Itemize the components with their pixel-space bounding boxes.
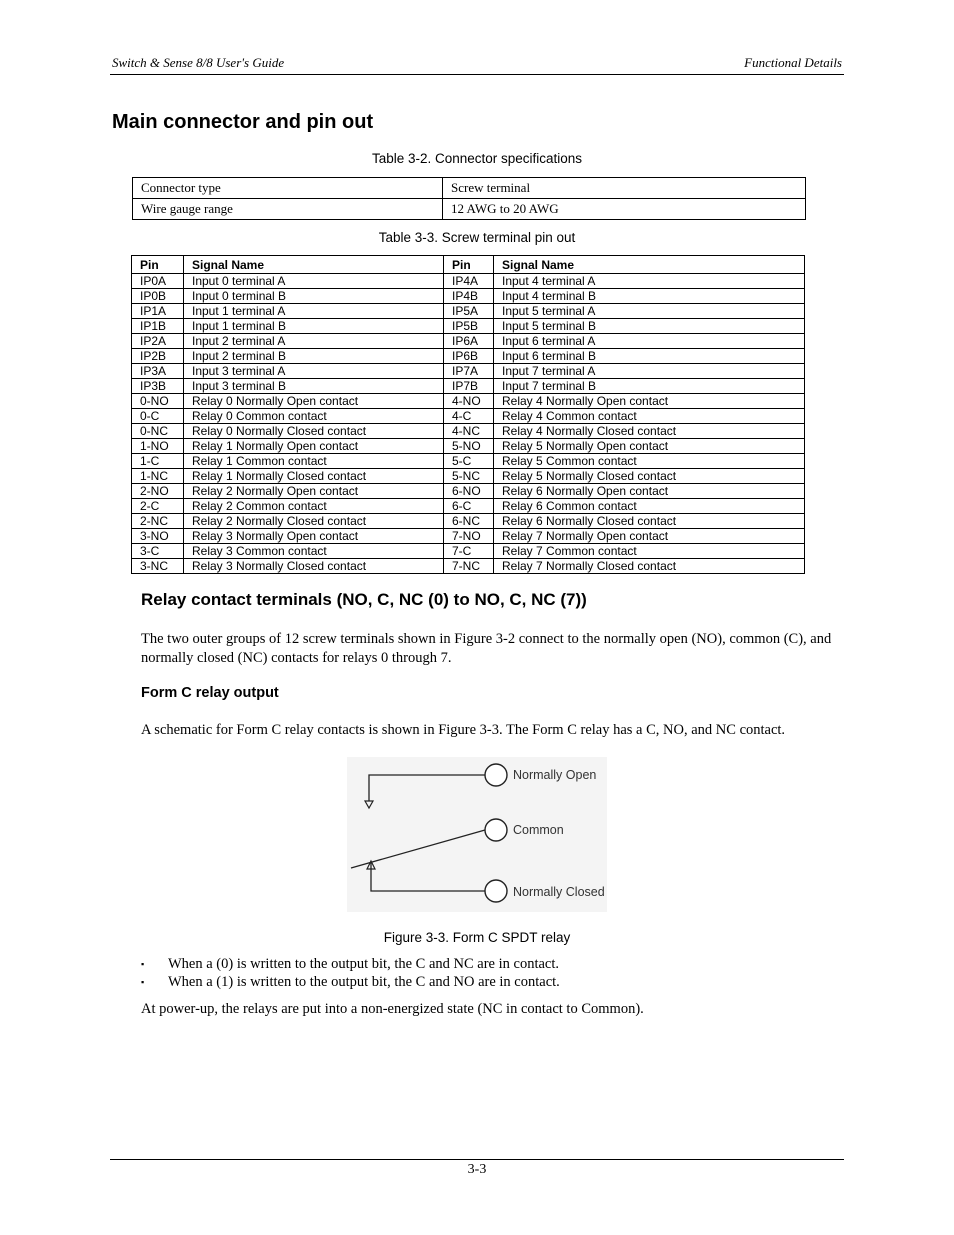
pin-cell: IP7B [444,379,494,394]
table2-caption: Table 3-3. Screw terminal pin out [378,230,576,245]
section-title: Main connector and pin out [112,111,374,133]
signal-name-cell: Relay 5 Normally Open contact [494,439,805,454]
table-cell: Connector type [133,178,443,199]
figure-caption: Figure 3-3. Form C SPDT relay [383,930,571,945]
pin-cell: 0-C [132,409,184,424]
signal-name-cell: Relay 7 Normally Open contact [494,529,805,544]
table-row [132,379,805,394]
pin-cell: IP4A [444,274,494,289]
pin-cell: 7-C [444,544,494,559]
signal-name-cell: Relay 6 Normally Closed contact [494,514,805,529]
table-row [132,394,805,409]
signal-name-cell: Relay 3 Normally Closed contact [184,559,444,574]
pin-cell: 5-NO [444,439,494,454]
table-row [132,274,805,289]
signal-name-cell: Input 5 terminal A [494,304,805,319]
table-row [132,364,805,379]
common-label: Common [513,823,564,837]
pin-cell: 1-C [132,454,184,469]
table-row [132,559,805,574]
table-row [132,454,805,469]
pin-cell: 2-NO [132,484,184,499]
signal-name-cell: Input 7 terminal B [494,379,805,394]
signal-name-cell: Relay 1 Normally Open contact [184,439,444,454]
running-header-section: Functional Details [744,55,842,70]
pin-cell: 5-NC [444,469,494,484]
header-rule [110,74,844,75]
pin-cell: 4-NO [444,394,494,409]
signal-name-cell: Input 4 terminal B [494,289,805,304]
pin-cell: IP7A [444,364,494,379]
power-up-paragraph: At power-up, the relays are put into a non-energized state (NC in contact to Common). [141,1001,644,1017]
connector-spec-table [132,177,806,220]
signal-name-cell: Relay 0 Normally Open contact [184,394,444,409]
signal-name-cell: Input 1 terminal B [184,319,444,334]
pin-cell: 0-NC [132,424,184,439]
signal-name-cell: Relay 6 Common contact [494,499,805,514]
pin-cell: 3-C [132,544,184,559]
pin-cell: IP3A [132,364,184,379]
table-row [133,199,806,220]
signal-name-header: Signal Name [494,256,805,274]
pin-cell: 3-NO [132,529,184,544]
pin-cell: 6-NC [444,514,494,529]
pin-cell: IP0B [132,289,184,304]
signal-name-cell: Input 5 terminal B [494,319,805,334]
subsection-title: Relay contact terminals (NO, C, NC (0) to NO, C, NC (7)) [141,590,587,609]
nc-terminal-circle [485,880,507,902]
pin-cell: 4-NC [444,424,494,439]
signal-name-cell: Relay 4 Normally Open contact [494,394,805,409]
signal-name-cell: Relay 3 Normally Open contact [184,529,444,544]
signal-name-cell: Relay 2 Common contact [184,499,444,514]
pin-cell: 6-NO [444,484,494,499]
pin-cell: 3-NC [132,559,184,574]
pin-cell: 4-C [444,409,494,424]
signal-name-cell: Relay 5 Normally Closed contact [494,469,805,484]
pin-cell: IP5A [444,304,494,319]
signal-name-cell: Relay 1 Common contact [184,454,444,469]
table-row [132,289,805,304]
pin-cell: 1-NC [132,469,184,484]
signal-name-cell: Input 6 terminal B [494,349,805,364]
pin-cell: IP2A [132,334,184,349]
subsubsection-title: Form C relay output [141,685,279,701]
table-row [132,319,805,334]
bullet-icon: ▪ [141,959,145,969]
signal-name-cell: Input 2 terminal B [184,349,444,364]
pin-cell: IP6A [444,334,494,349]
pin-cell: 2-NC [132,514,184,529]
table-row [132,544,805,559]
pin-cell: IP1A [132,304,184,319]
table-row [132,469,805,484]
signal-name-cell: Relay 2 Normally Open contact [184,484,444,499]
table-row [132,424,805,439]
page-number: 3-3 [467,1162,487,1177]
signal-name-cell: Relay 7 Normally Closed contact [494,559,805,574]
signal-name-cell: Input 2 terminal A [184,334,444,349]
signal-name-cell: Relay 7 Common contact [494,544,805,559]
signal-name-cell: Relay 1 Normally Closed contact [184,469,444,484]
no-terminal-circle [485,764,507,786]
pin-cell: 7-NC [444,559,494,574]
relay-terminals-paragraph: The two outer groups of 12 screw terminals shown in Figure 3-2 connect to the normally open (NO), common (C), and normally closed (NC) contacts for relays 0 through 7. [141,631,832,666]
pin-cell: IP3B [132,379,184,394]
signal-name-cell: Relay 4 Common contact [494,409,805,424]
table-row [132,409,805,424]
table-row [132,334,805,349]
pin-cell: IP6B [444,349,494,364]
signal-name-cell: Relay 0 Normally Closed contact [184,424,444,439]
signal-name-cell: Relay 4 Normally Closed contact [494,424,805,439]
common-terminal-circle [485,819,507,841]
normally-open-label: Normally Open [513,768,597,782]
pin-cell: IP0A [132,274,184,289]
pin-header: Pin [444,256,494,274]
pin-cell: 7-NO [444,529,494,544]
table-row [132,439,805,454]
pin-cell: 5-C [444,454,494,469]
signal-name-cell: Input 7 terminal A [494,364,805,379]
table-cell: 12 AWG to 20 AWG [443,199,806,220]
signal-name-cell: Relay 3 Common contact [184,544,444,559]
signal-name-cell: Input 1 terminal A [184,304,444,319]
pin-cell: 0-NO [132,394,184,409]
pin-out-table [131,255,805,574]
signal-name-cell: Input 4 terminal A [494,274,805,289]
signal-name-cell: Input 0 terminal A [184,274,444,289]
list-item: ▪ When a (0) is written to the output bit, the C and NC are in contact. [141,956,559,972]
pin-cell: IP5B [444,319,494,334]
table-cell: Screw terminal [443,178,806,199]
running-header-title: Switch & Sense 8/8 User's Guide [112,55,285,70]
signal-name-cell: Input 3 terminal A [184,364,444,379]
pin-cell: 1-NO [132,439,184,454]
signal-name-cell: Relay 5 Common contact [494,454,805,469]
relay-schematic-svg [347,757,607,912]
form-c-relay-schematic [347,757,607,912]
table-cell: Wire gauge range [133,199,443,220]
pin-cell: IP2B [132,349,184,364]
pin-cell: IP4B [444,289,494,304]
signal-name-cell: Relay 6 Normally Open contact [494,484,805,499]
table-row [133,178,806,199]
footer-rule [110,1159,844,1160]
pin-cell: IP1B [132,319,184,334]
table-row [132,529,805,544]
pin-table-header-row [132,256,805,274]
table-row [132,499,805,514]
pin-header: Pin [132,256,184,274]
pin-cell: 2-C [132,499,184,514]
normally-closed-label: Normally Closed [513,885,605,899]
table-row [132,304,805,319]
table-row [132,349,805,364]
table1-caption: Table 3-2. Connector specifications [371,151,583,166]
table-row [132,484,805,499]
signal-name-header: Signal Name [184,256,444,274]
signal-name-cell: Relay 2 Normally Closed contact [184,514,444,529]
signal-name-cell: Relay 0 Common contact [184,409,444,424]
table-row [132,514,805,529]
form-c-paragraph: A schematic for Form C relay contacts is shown in Figure 3-3. The Form C relay has a C, NO, and NC contact. [141,722,786,738]
bullet-icon: ▪ [141,977,145,987]
list-item: ▪ When a (1) is written to the output bit, the C and NO are in contact. [141,974,560,990]
signal-name-cell: Input 6 terminal A [494,334,805,349]
signal-name-cell: Input 0 terminal B [184,289,444,304]
relay-state-list [141,955,560,991]
pin-cell: 6-C [444,499,494,514]
signal-name-cell: Input 3 terminal B [184,379,444,394]
